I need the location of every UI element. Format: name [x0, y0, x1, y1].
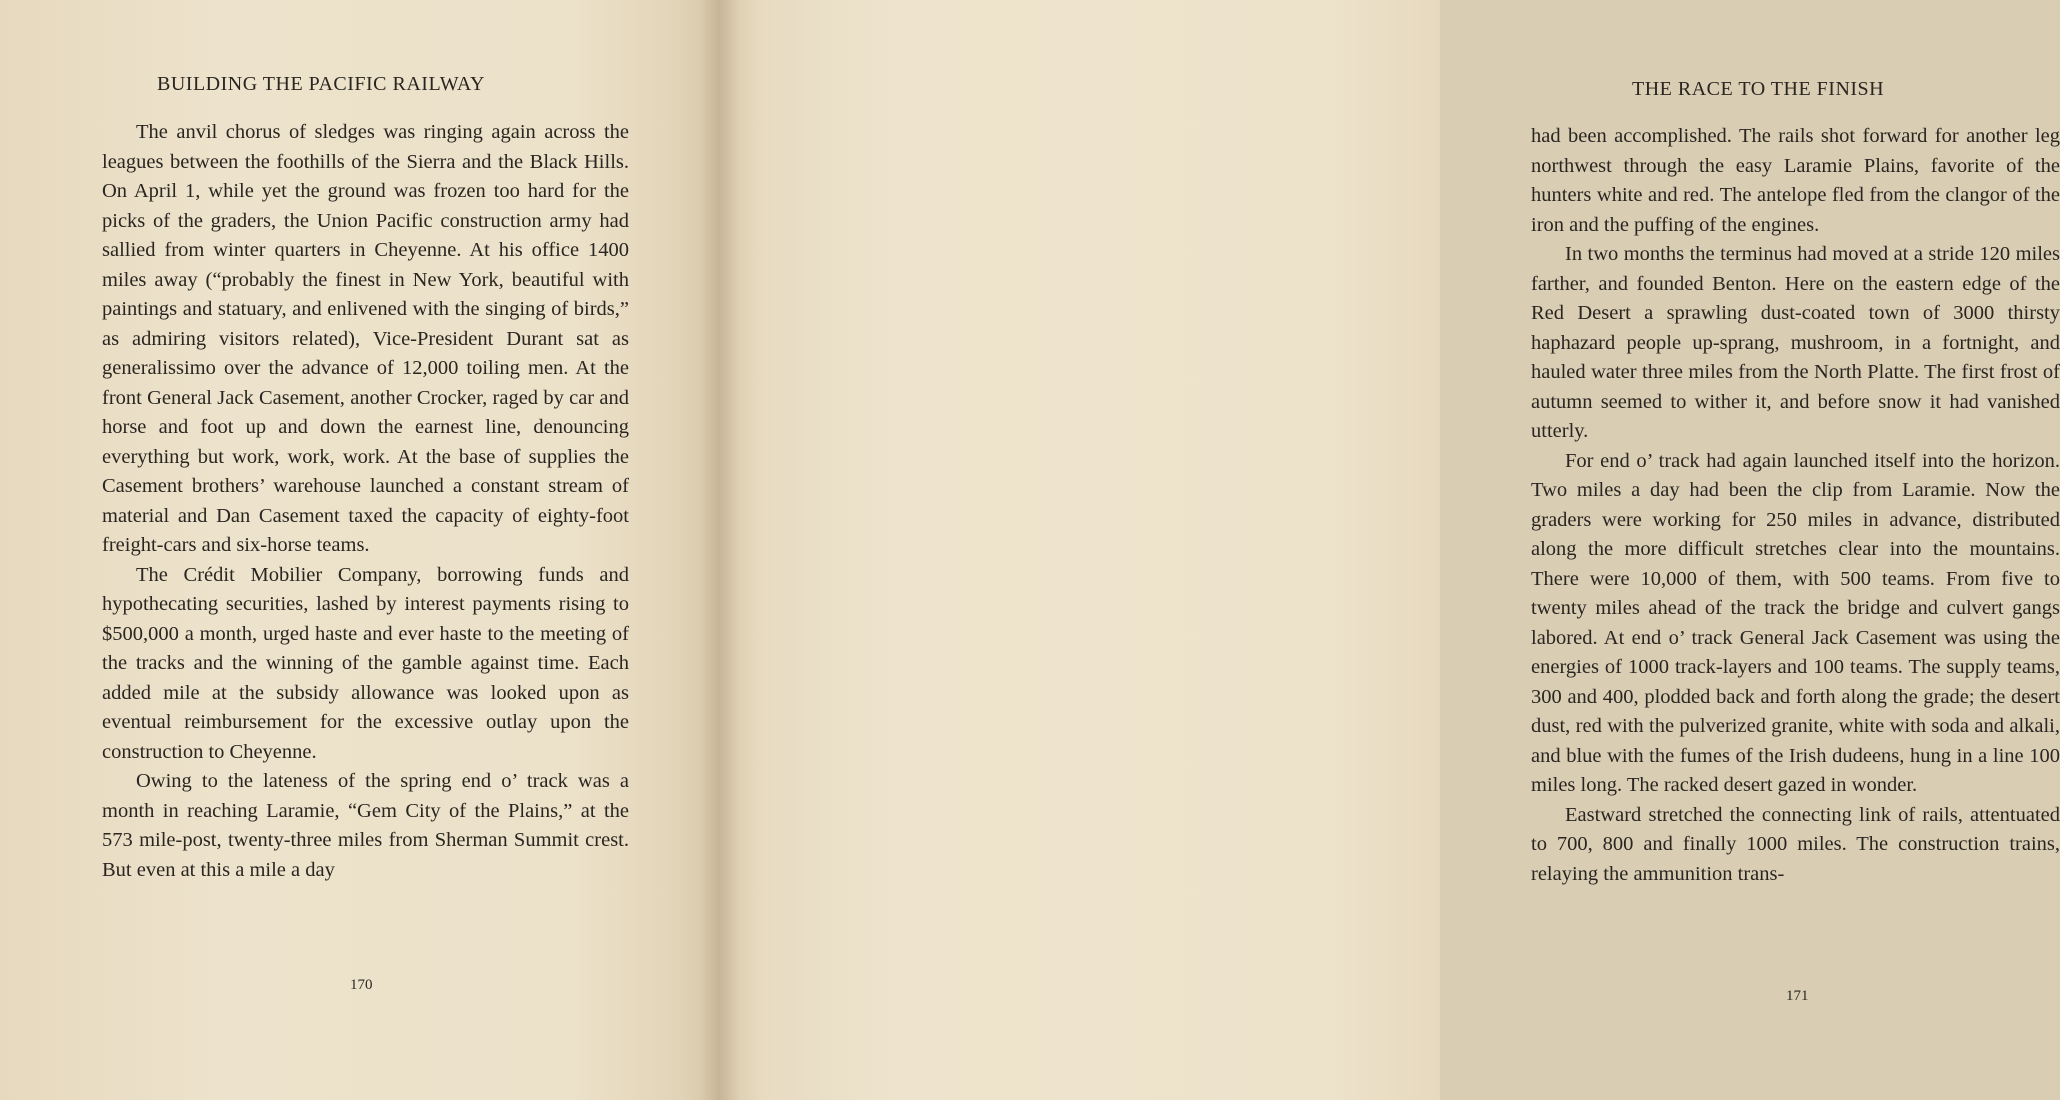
- running-head-right: THE RACE TO THE FINISH: [1632, 78, 1885, 100]
- page-number-left: 170: [350, 977, 373, 993]
- body-text-left: [102, 118, 629, 885]
- page-number-right: 171: [1786, 988, 1809, 1004]
- paragraph: had been accomplished. The rails shot forward for another leg northwest through the easy Laramie Plains, favorite of the hunters white and red. The antelope fled from the clangor of the iron and the puffing of the engines.: [1531, 125, 2060, 236]
- left-page: [0, 0, 720, 1100]
- paragraph: For end o’ track had again launched itself into the horizon. Two miles a day had been the clip from Laramie. Now the graders were working for 250 miles in advance, distributed along the more difficult stretches clear into the mountains. There were 10,000 of them, with 500 teams. From five to twenty miles ahead of the track the bridge and culvert gangs labored. At end o’ track General Jack Casement was using the energies of 1000 track-layers and 100 teams. The supply teams, 300 and 400, plodded back and forth along the grade; the desert dust, red with the pulverized granite, white with soda and alkali, and blue with the fumes of the Irish dudeens, hung in a line 100 miles long. The racked desert gazed in wonder.: [1531, 449, 2060, 796]
- right-page: [720, 0, 2060, 1100]
- paragraph: Owing to the lateness of the spring end o’ track was a month in reaching Laramie, “Gem City of the Plains,” at the 573 mile-post, twenty-three miles from Sherman Summit crest. But even at this a mile a day: [102, 770, 629, 881]
- paragraph: The anvil chorus of sledges was ringing again across the leagues between the foothills of the Sierra and the Black Hills. On April 1, while yet the ground was frozen too hard for the picks of the graders, the Union Pacific construction army had sallied from winter quarters in Cheyenne. At his office 1400 miles away (“probably the finest in New York, beautiful with paintings and statuary, and enlivened with the singing of birds,” as admiring visitors related), Vice-President Durant sat as generalissimo over the advance of 12,000 toiling men. At the front General Jack Casement, another Crocker, raged by car and horse and foot up and down the earnest line, denouncing everything but work, work, work. At the base of supplies the Casement brothers’ warehouse launched a constant stream of material and Dan Casement taxed the capacity of eighty-foot freight-cars and six-horse teams.: [102, 121, 629, 556]
- paragraph: Eastward stretched the connecting link of rails, attentuated to 700, 800 and finally 1000 miles. The construction trains, relaying the ammunition trans-: [1531, 803, 2060, 885]
- paragraph: In two months the terminus had moved at a stride 120 miles farther, and founded Benton. Here on the eastern edge of the Red Desert a sprawling dust-coated town of 3000 thirsty haphazard people up-sprang, mushroom, in a fortnight, and hauled water three miles from the North Platte. The first frost of autumn seemed to wither it, and before snow it had vanished utterly.: [1531, 243, 2060, 442]
- paragraph: The Crédit Mobilier Company, borrowing funds and hypothecating securities, lashed by interest payments rising to $500,000 a month, urged haste and ever haste to the meeting of the tracks and the winning of the gamble against time. Each added mile at the subsidy allowance was looked upon as eventual reimbursement for the excessive outlay upon the construction to Cheyenne.: [102, 563, 629, 763]
- body-text-right: [1531, 122, 2060, 889]
- running-head-left: BUILDING THE PACIFIC RAILWAY: [157, 73, 485, 95]
